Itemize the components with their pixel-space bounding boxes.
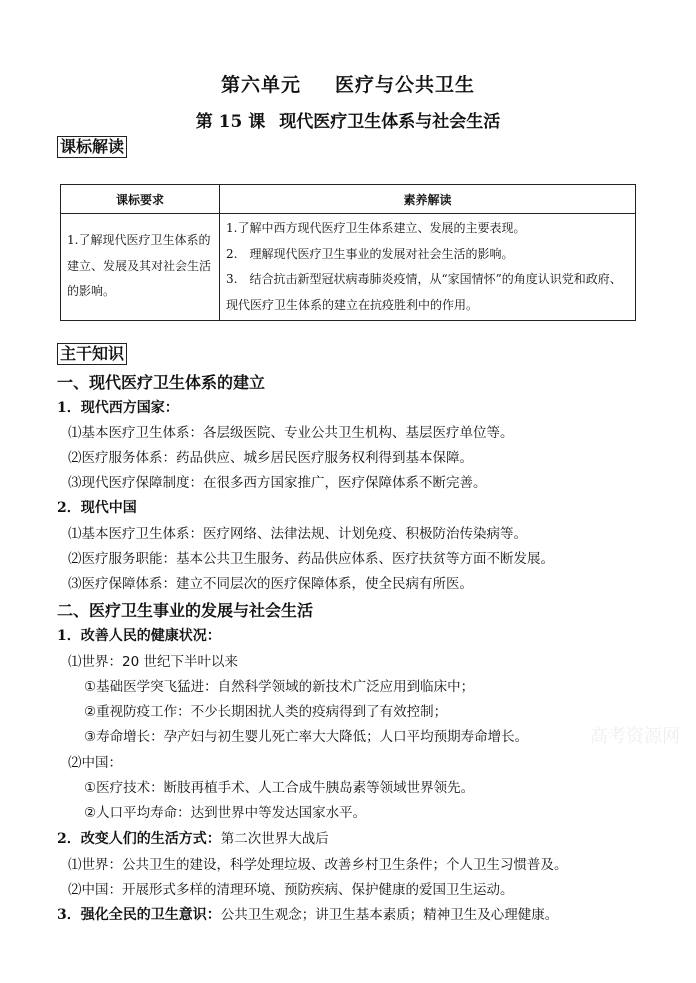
list-item: ⑵医疗服务体系：药品供应、城乡居民医疗服务权利得到基本保障。 [68, 450, 473, 466]
section-heading: 一、现代医疗卫生体系的建立 [57, 373, 266, 392]
lesson-title [0, 107, 696, 132]
standards-table [60, 184, 636, 321]
subsection-heading: 1．改善人民的健康状况： [57, 628, 221, 644]
table-header-interpretation: 素养解读 [220, 185, 636, 214]
subsection-label: 2．改变人们的生活方式： [57, 831, 221, 847]
table-row [61, 214, 636, 321]
subsection-label: 3．强化全民的卫生意识： [57, 907, 221, 923]
unit-name: 医疗与公共卫生 [335, 74, 476, 96]
requirement-cell: 1.了解现代医疗卫生体系的建立、发展及其对社会生活的影响。 [61, 214, 220, 321]
list-item: ⑵医疗服务职能：基本公共卫生服务、药品供应体系、医疗扶贫等方面不断发展。 [68, 551, 554, 567]
list-item: ①基础医学突飞猛进：自然科学领域的新技术广泛应用到临床中； [84, 679, 475, 695]
list-item: ②重视防疫工作：不少长期困扰人类的疫病得到了有效控制； [84, 704, 448, 720]
list-item: ③寿命增长：孕产妇与初生婴儿死亡率大大降低；人口平均预期寿命增长。 [84, 729, 529, 745]
subsection-heading [57, 827, 329, 848]
standards-heading: 课标解读 [57, 136, 127, 158]
list-item: ⑴世界：公共卫生的建设，科学处理垃圾、改善乡村卫生条件；个人卫生习惯普及。 [68, 857, 568, 873]
subsection-text: 公共卫生观念；讲卫生基本素质；精神卫生及心理健康。 [220, 907, 559, 923]
table-header-requirement: 课标要求 [61, 185, 220, 214]
list-item: ⑵中国：开展形式多样的清理环境、预防疾病、保护健康的爱国卫生运动。 [68, 882, 514, 898]
list-item: ⑴基本医疗卫生体系：医疗网络、法律法规、计划免疫、积极防治传染病等。 [68, 526, 527, 542]
subsection-text: 第二次世界大战后 [220, 831, 329, 847]
unit-number: 第六单元 [220, 74, 301, 96]
interpretation-item: 2. 理解现代医疗卫生事业的发展对社会生活的影响。 [226, 246, 514, 261]
table-header-row [61, 185, 636, 214]
subsection-heading: 1．现代西方国家： [57, 400, 179, 416]
list-item: ⑴基本医疗卫生体系：各层级医院、专业公共卫生机构、基层医疗单位等。 [68, 425, 514, 441]
list-item: ⑴世界：20 世纪下半叶以来 [68, 654, 238, 670]
list-item: ⑶现代医疗保障制度：在很多西方国家推广，医疗保障体系不断完善。 [68, 475, 487, 491]
unit-title [0, 70, 696, 97]
lesson-number: 第 15 课 [195, 112, 266, 132]
list-item: ②人口平均寿命：达到世界中等发达国家水平。 [84, 805, 367, 821]
lesson-name: 现代医疗卫生体系与社会生活 [279, 112, 501, 132]
section-heading: 二、医疗卫生事业的发展与社会生活 [57, 601, 314, 620]
list-item: ⑶医疗保障体系：建立不同层次的医疗保障体系，使全民病有所医。 [68, 576, 473, 592]
watermark: 高考资源网 [590, 726, 680, 747]
main-knowledge-heading: 主干知识 [57, 343, 127, 365]
list-item: ①医疗技术：断肢再植手术、人工合成牛胰岛素等领域世界领先。 [84, 780, 475, 796]
subsection-heading: 2．现代中国 [57, 500, 137, 516]
interpretation-item: 1.了解中西方现代医疗卫生体系建立、发展的主要表现。 [226, 221, 526, 235]
subsection-heading [57, 903, 558, 924]
interpretation-item: 3. 结合抗击新型冠状病毒肺炎疫情，从“家国情怀”的角度认识党和政府、现代医疗卫生体系的建立在抗疫胜利中的作用。 [226, 272, 622, 312]
interpretation-cell [220, 214, 636, 321]
list-item: ⑵中国： [68, 755, 122, 771]
